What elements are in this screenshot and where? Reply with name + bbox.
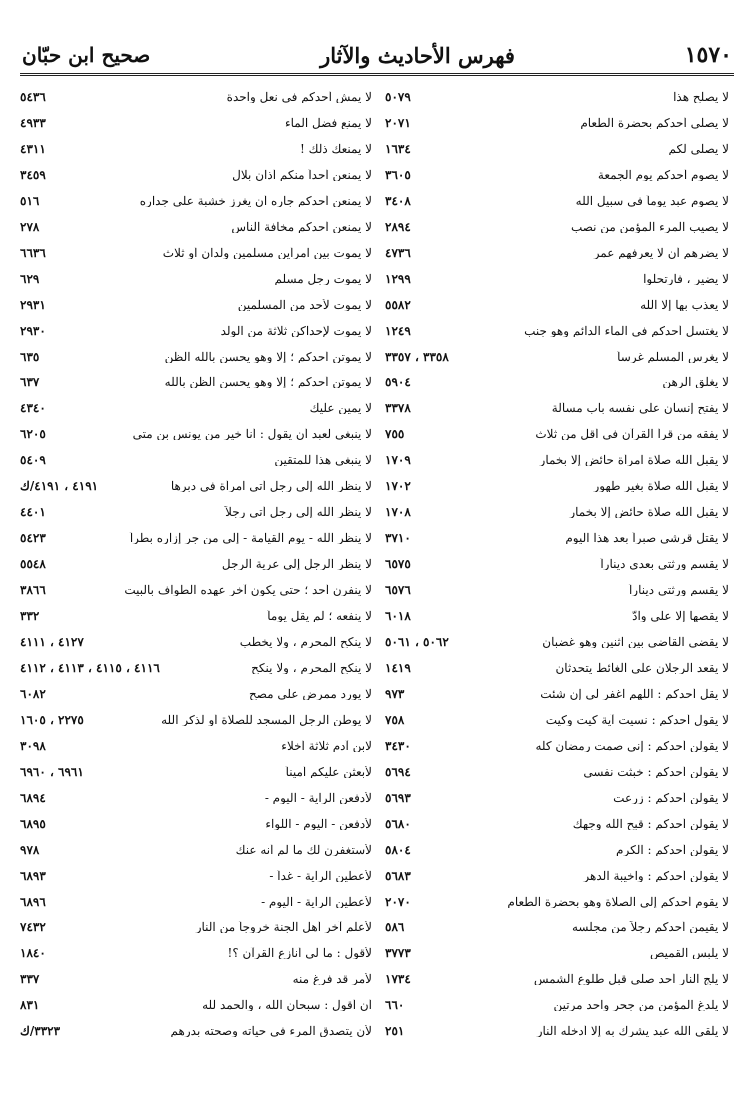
index-entry	[385, 811, 729, 837]
index-entry	[385, 136, 729, 162]
hadith-reference: ٢٩٣١	[20, 297, 46, 312]
index-entry	[20, 162, 372, 188]
hadith-text: لا يقتل قرشي صبراً بعد هذا اليوم	[565, 532, 729, 545]
hadith-reference: ٥٠٧٩	[385, 89, 411, 104]
hadith-text: لأدفعن الراية - اليوم -	[264, 791, 372, 804]
hadith-reference: ٢٩٣٠	[20, 323, 46, 338]
index-entry	[20, 759, 372, 785]
index-entry	[20, 811, 372, 837]
section-title: فهرس الأحاديث والآثار	[320, 42, 515, 68]
hadith-text: لا ينفعه ؛ لم يقل يوماً	[267, 610, 372, 623]
hadith-reference: ٦٣٥	[20, 349, 40, 364]
hadith-reference: ٥١٦	[20, 193, 40, 208]
hadith-reference: ٤٤٠١	[20, 505, 46, 520]
hadith-reference: ٤٣١١	[20, 141, 46, 156]
hadith-text: لا يموت بين امرأين مسلمين ولدان أو ثلاث	[162, 246, 372, 259]
index-entry	[20, 344, 372, 370]
hadith-text: لأعطين الراية - غداً -	[269, 869, 372, 882]
hadith-text: لا يقضي القاضي بين اثنين وهو غضبان	[542, 635, 729, 648]
index-entry	[20, 863, 372, 889]
hadith-reference: ٩٧٨	[20, 842, 40, 857]
index-entry	[20, 915, 372, 941]
index-entry	[385, 162, 729, 188]
hadith-reference: ٢٧٨	[20, 219, 40, 234]
hadith-reference: ٤١٩١ ، ٤١٩١/ك	[20, 479, 99, 494]
hadith-text: لابن آدم ثلاثة أخلاء	[281, 739, 372, 752]
hadith-text: لا يضير ، فارتحلوا	[643, 272, 729, 285]
hadith-text: لا يغرس المسلم غرساً	[617, 350, 729, 363]
hadith-reference: ٣٣٢٣/ك	[20, 1024, 61, 1039]
hadith-reference: ٥٦٩٤	[385, 764, 411, 779]
index-entry	[20, 525, 372, 551]
hadith-reference: ٣٨٦٦	[20, 583, 46, 598]
hadith-text: لأدفعن - اليوم - اللواء	[265, 817, 372, 830]
hadith-text: لا ينبغي هذا للمتقين	[274, 454, 372, 467]
index-entry	[20, 655, 372, 681]
index-entry	[20, 136, 372, 162]
hadith-text: لا يلدغ المؤمن من جحر واحد مرتين	[553, 999, 729, 1012]
index-entry	[385, 84, 729, 110]
hadith-text: لا يقعد الرجلان على الغائط يتحدثان	[555, 661, 729, 674]
hadith-reference: ٥٩٠٤	[385, 375, 411, 390]
hadith-text: لأبعثن عليكم أميناً	[285, 765, 372, 778]
hadith-text: لا يمنعن أحداً منكم أذان بلال	[232, 168, 372, 181]
hadith-reference: ٦٦٣٦	[20, 245, 46, 260]
index-entry	[385, 837, 729, 863]
hadith-text: لا يمنع فضل الماء	[284, 116, 372, 129]
hadith-reference: ١٦٣٤	[385, 141, 411, 156]
index-entry	[385, 759, 729, 785]
index-entry	[20, 369, 372, 395]
index-entry	[385, 240, 729, 266]
hadith-text: أن أقول : سبحان الله ، والحمد لله	[202, 999, 372, 1012]
hadith-reference: ٩٧٣	[385, 686, 405, 701]
index-entry	[385, 681, 729, 707]
hadith-reference: ٦٩٦١ ، ٦٩٦٠	[20, 764, 84, 779]
hadith-reference: ٦٠٨٢	[20, 686, 46, 701]
hadith-text: لا يقل أحدكم : اللهم اغفر لي إن شئت	[540, 687, 729, 700]
hadith-text: لا يصوم عبد يوماً في سبيل الله	[575, 194, 729, 207]
index-entry	[20, 84, 372, 110]
hadith-reference: ٦٨٩٦	[20, 894, 46, 909]
hadith-text: لا يصيب المرء المؤمن من نصب	[570, 220, 729, 233]
hadith-text: لا يقولن أحدكم : الكرم	[616, 843, 729, 856]
hadith-reference: ٥٦٨٣	[385, 868, 411, 883]
hadith-reference: ٥٦٩٣	[385, 790, 411, 805]
hadith-text: لا ينظر الله إلى رجل أتى امرأة في دبرها	[170, 480, 372, 493]
hadith-reference: ٦٥٧٦	[385, 583, 411, 598]
hadith-text: لا يقسم ورثتي بعدي ديناراً	[600, 558, 729, 571]
book-title: صحيح ابن حبّان	[22, 43, 151, 67]
index-entry	[385, 551, 729, 577]
hadith-reference: ١٧٣٤	[385, 972, 411, 987]
index-entry	[385, 863, 729, 889]
index-entry	[385, 369, 729, 395]
hadith-text: لا يغتسل أحدكم في الماء الدائم وهو جنب	[524, 324, 729, 337]
hadith-text: لا يقولن أحدكم : إني صمت رمضان كله	[535, 739, 729, 752]
hadith-reference: ٦٥٧٥	[385, 557, 411, 572]
hadith-reference: ٣٤٥٩	[20, 167, 46, 182]
hadith-reference: ١٤١٩	[385, 660, 411, 675]
hadith-text: لأمر قد فرغ منه	[292, 973, 372, 986]
hadith-reference: ٢٨٩٤	[385, 219, 411, 234]
hadith-text: لا يصوم أحدكم يوم الجمعة	[597, 168, 729, 181]
index-entry	[385, 447, 729, 473]
hadith-text: لا يصلي أحدكم بحضرة الطعام	[580, 116, 729, 129]
hadith-text: لا يقوم أحدكم إلى الصلاة وهو بحضرة الطعام	[507, 895, 729, 908]
index-entry	[20, 681, 372, 707]
index-entry	[20, 940, 372, 966]
index-entry	[385, 603, 729, 629]
index-column-left	[20, 84, 372, 1044]
index-entry	[385, 266, 729, 292]
index-entry	[20, 473, 372, 499]
hadith-reference: ٣٠٩٨	[20, 738, 46, 753]
hadith-text: لا يقولن أحدكم : خبثت نفسي	[583, 765, 729, 778]
page-header	[22, 38, 732, 72]
index-column-right	[385, 84, 729, 1044]
index-entry	[20, 110, 372, 136]
index-entry	[385, 629, 729, 655]
hadith-text: لا يورد ممرض على مصح	[249, 687, 372, 700]
hadith-reference: ٣٧٧٣	[385, 946, 411, 961]
index-entry	[20, 240, 372, 266]
hadith-text: لا يغلق الرهن	[662, 376, 729, 389]
hadith-reference: ٥٨٦	[385, 920, 405, 935]
index-entry	[385, 188, 729, 214]
index-entry	[385, 499, 729, 525]
index-entry	[385, 473, 729, 499]
hadith-text: لأعطين الراية - اليوم -	[261, 895, 372, 908]
hadith-text: لا يقيمن أحدكم رجلاً من مجلسه	[572, 921, 729, 934]
hadith-text: لا يموت لإحداكن ثلاثة من الولد	[220, 324, 372, 337]
index-entry	[20, 1018, 372, 1044]
hadith-text: لا يقبل الله صلاة بغير طهور	[593, 480, 729, 493]
hadith-text: لا يموت رجل مسلم	[274, 272, 372, 285]
hadith-text: لا يموتن أحدكم ؛ إلا وهو يحسن الظن بالله	[164, 376, 372, 389]
hadith-text: لا يضرهم أن لا يعرفهم عمر	[593, 246, 729, 259]
hadith-text: لأن يتصدق المرء في حياته وصحته بدرهم	[170, 1025, 372, 1038]
index-entry	[20, 785, 372, 811]
hadith-reference: ٤٣٤٠	[20, 401, 46, 416]
hadith-text: لا يمنعك ذلك !	[299, 142, 372, 155]
index-entry	[20, 421, 372, 447]
index-entry	[385, 1018, 729, 1044]
hadith-reference: ٧٥٨	[385, 712, 405, 727]
index-entry	[20, 447, 372, 473]
hadith-reference: ٣٣٥٨ ، ٣٣٥٧	[385, 349, 449, 364]
hadith-text: لا يموت لأحد من المسلمين	[237, 298, 372, 311]
index-entry	[20, 889, 372, 915]
hadith-reference: ١٧٠٩	[385, 453, 411, 468]
hadith-text: لا يمنعن أحدكم مخافة الناس	[231, 220, 372, 233]
hadith-text: لا يقصها إلا على وادّ	[632, 610, 729, 623]
hadith-reference: ٣٦٠٥	[385, 167, 411, 182]
index-entry	[20, 629, 372, 655]
hadith-reference: ٢٠٧١	[385, 115, 411, 130]
index-entry	[385, 966, 729, 992]
hadith-reference: ٣٣٧٨	[385, 401, 411, 416]
hadith-text: لأعلم آخر أهل الجنة خروجاً من النار	[195, 921, 372, 934]
index-entry	[385, 110, 729, 136]
hadith-reference: ١٧٠٨	[385, 505, 411, 520]
index-entry	[385, 707, 729, 733]
hadith-reference: ١٢٤٩	[385, 323, 411, 338]
index-entry	[385, 525, 729, 551]
hadith-reference: ١٢٩٩	[385, 271, 411, 286]
hadith-text: لا يوطن الرجل المسجد للصلاة أو لذكر الله	[161, 713, 372, 726]
hadith-text: لا يصلي لكم	[668, 142, 729, 155]
hadith-text: لا يلقى الله عبد يشرك به إلا أدخله النار	[536, 1025, 729, 1038]
hadith-text: لا يقبل الله صلاة امرأة حائض إلا بخمار	[539, 454, 729, 467]
hadith-reference: ٣٣٢	[20, 609, 40, 624]
hadith-text: لا يصلح هذا	[673, 90, 729, 103]
hadith-reference: ٧٥٥	[385, 427, 405, 442]
index-entry	[20, 551, 372, 577]
index-entry	[20, 499, 372, 525]
hadith-text: لا ينظر الرجل إلى عرية الرجل	[221, 558, 372, 571]
index-entry	[20, 577, 372, 603]
hadith-text: لا يفقه من قرأ القرآن في أقل من ثلاث	[535, 428, 729, 441]
index-entry	[20, 707, 372, 733]
index-entry	[385, 214, 729, 240]
hadith-reference: ٢٠٧٠	[385, 894, 411, 909]
hadith-text: لا يمنعن أحدكم جاره أن يغرز خشبة على جداره	[139, 194, 372, 207]
index-entry	[20, 266, 372, 292]
index-entry	[385, 292, 729, 318]
hadith-reference: ٤١٢٧ ، ٤١١١	[20, 634, 84, 649]
hadith-reference: ٦٢٩	[20, 271, 40, 286]
hadith-text: لا ينفرن أحد ؛ حتى يكون آخر عهده الطواف بالبيت	[124, 584, 372, 597]
index-entry	[385, 992, 729, 1018]
hadith-text: لا ينكح المحرم ، ولا يخطب	[239, 635, 372, 648]
hadith-reference: ٥٨٠٤	[385, 842, 411, 857]
index-entry	[385, 395, 729, 421]
index-entry	[385, 421, 729, 447]
hadith-text: لا يفتح إنسان على نفسه باب مسألة	[551, 402, 729, 415]
index-entry	[20, 603, 372, 629]
hadith-reference: ٢٥١	[385, 1024, 405, 1039]
hadith-text: لا يعذب بها إلا الله	[640, 298, 729, 311]
index-entry	[385, 915, 729, 941]
hadith-reference: ٦٦٠	[385, 998, 405, 1013]
index-entry	[385, 733, 729, 759]
hadith-text: لا يقول أحدكم : نسيت آية كيت وكيت	[545, 713, 729, 726]
hadith-reference: ١٧٠٢	[385, 479, 411, 494]
hadith-reference: ٣٣٧	[20, 972, 40, 987]
index-entry	[20, 188, 372, 214]
hadith-reference: ٥٥٨٢	[385, 297, 411, 312]
hadith-text: لا يقولن أحدكم : واخيبة الدهر	[583, 869, 729, 882]
index-entry	[20, 318, 372, 344]
hadith-reference: ٦٨٩٥	[20, 816, 46, 831]
index-entry	[20, 966, 372, 992]
hadith-text: لأقول : ما لي أنازع القرآن ؟!	[227, 947, 372, 960]
hadith-text: لا يمين عليك	[309, 402, 372, 415]
index-entry	[385, 785, 729, 811]
hadith-reference: ٦٨٩٣	[20, 868, 46, 883]
hadith-reference: ٥٤٠٩	[20, 453, 46, 468]
hadith-text: لا يمش أحدكم في نعل واحدة	[226, 90, 372, 103]
hadith-text: لا ينكح المحرم ، ولا ينكح	[251, 661, 372, 674]
hadith-text: لا يقسم ورثتي ديناراً	[628, 584, 729, 597]
hadith-text: لا ينبغي لعبد أن يقول : أنا خير من يونس بن متى	[132, 428, 372, 441]
hadith-text: لا يلبس القميص	[649, 947, 729, 960]
hadith-reference: ٣٧١٠	[385, 531, 411, 546]
hadith-reference: ٢٢٧٥ ، ١٦٠٥	[20, 712, 84, 727]
header-rule	[20, 73, 734, 76]
hadith-text: لا يلج النار أحد صلى قبل طلوع الشمس	[533, 973, 729, 986]
hadith-reference: ٧٤٣٢	[20, 920, 46, 935]
hadith-reference: ٣٤٠٨	[385, 193, 411, 208]
index-entry	[385, 577, 729, 603]
hadith-reference: ٦٠١٨	[385, 609, 411, 624]
hadith-text: لا يقولن أحدكم : زرعت	[613, 791, 729, 804]
hadith-reference: ٦٨٩٤	[20, 790, 46, 805]
hadith-reference: ٨٣١	[20, 998, 40, 1013]
hadith-reference: ٣٤٣٠	[385, 738, 411, 753]
index-entry	[385, 940, 729, 966]
page-number: ١٥٧٠	[684, 42, 732, 68]
hadith-text: لا يموتن أحدكم ؛ إلا وهو يحسن بالله الظن	[164, 350, 372, 363]
hadith-text: لأستغفرن لك ما لم أنه عنك	[235, 843, 372, 856]
index-entry	[20, 395, 372, 421]
hadith-reference: ٤٧٣٦	[385, 245, 411, 260]
hadith-text: لا ينظر الله إلى رجل أتى رجلاً	[225, 506, 372, 519]
hadith-reference: ٦٣٧	[20, 375, 40, 390]
hadith-reference: ٥٤٣٦	[20, 89, 46, 104]
hadith-reference: ٥٠٦٢ ، ٥٠٦١	[385, 634, 449, 649]
hadith-reference: ٥٤٢٣	[20, 531, 46, 546]
hadith-reference: ٥٦٨٠	[385, 816, 411, 831]
index-entry	[385, 344, 729, 370]
hadith-reference: ٥٥٤٨	[20, 557, 46, 572]
hadith-text: لا ينظر الله - يوم القيامة - إلى من جر إزاره بطراً	[129, 532, 372, 545]
index-entry	[385, 655, 729, 681]
hadith-text: لا يقولن أحدكم : قبح الله وجهك	[572, 817, 729, 830]
hadith-reference: ٦٢٠٥	[20, 427, 46, 442]
hadith-text: لا يقبل الله صلاة حائض إلا بخمار	[569, 506, 729, 519]
index-entry	[20, 733, 372, 759]
index-entry	[385, 318, 729, 344]
index-entry	[385, 889, 729, 915]
index-entry	[20, 214, 372, 240]
index-entry	[20, 992, 372, 1018]
hadith-reference: ٤١١٦ ، ٤١١٥ ، ٤١١٣ ، ٤١١٢	[20, 660, 160, 675]
hadith-reference: ٤٩٣٣	[20, 115, 46, 130]
index-entry	[20, 292, 372, 318]
hadith-reference: ١٨٤٠	[20, 946, 46, 961]
index-entry	[20, 837, 372, 863]
